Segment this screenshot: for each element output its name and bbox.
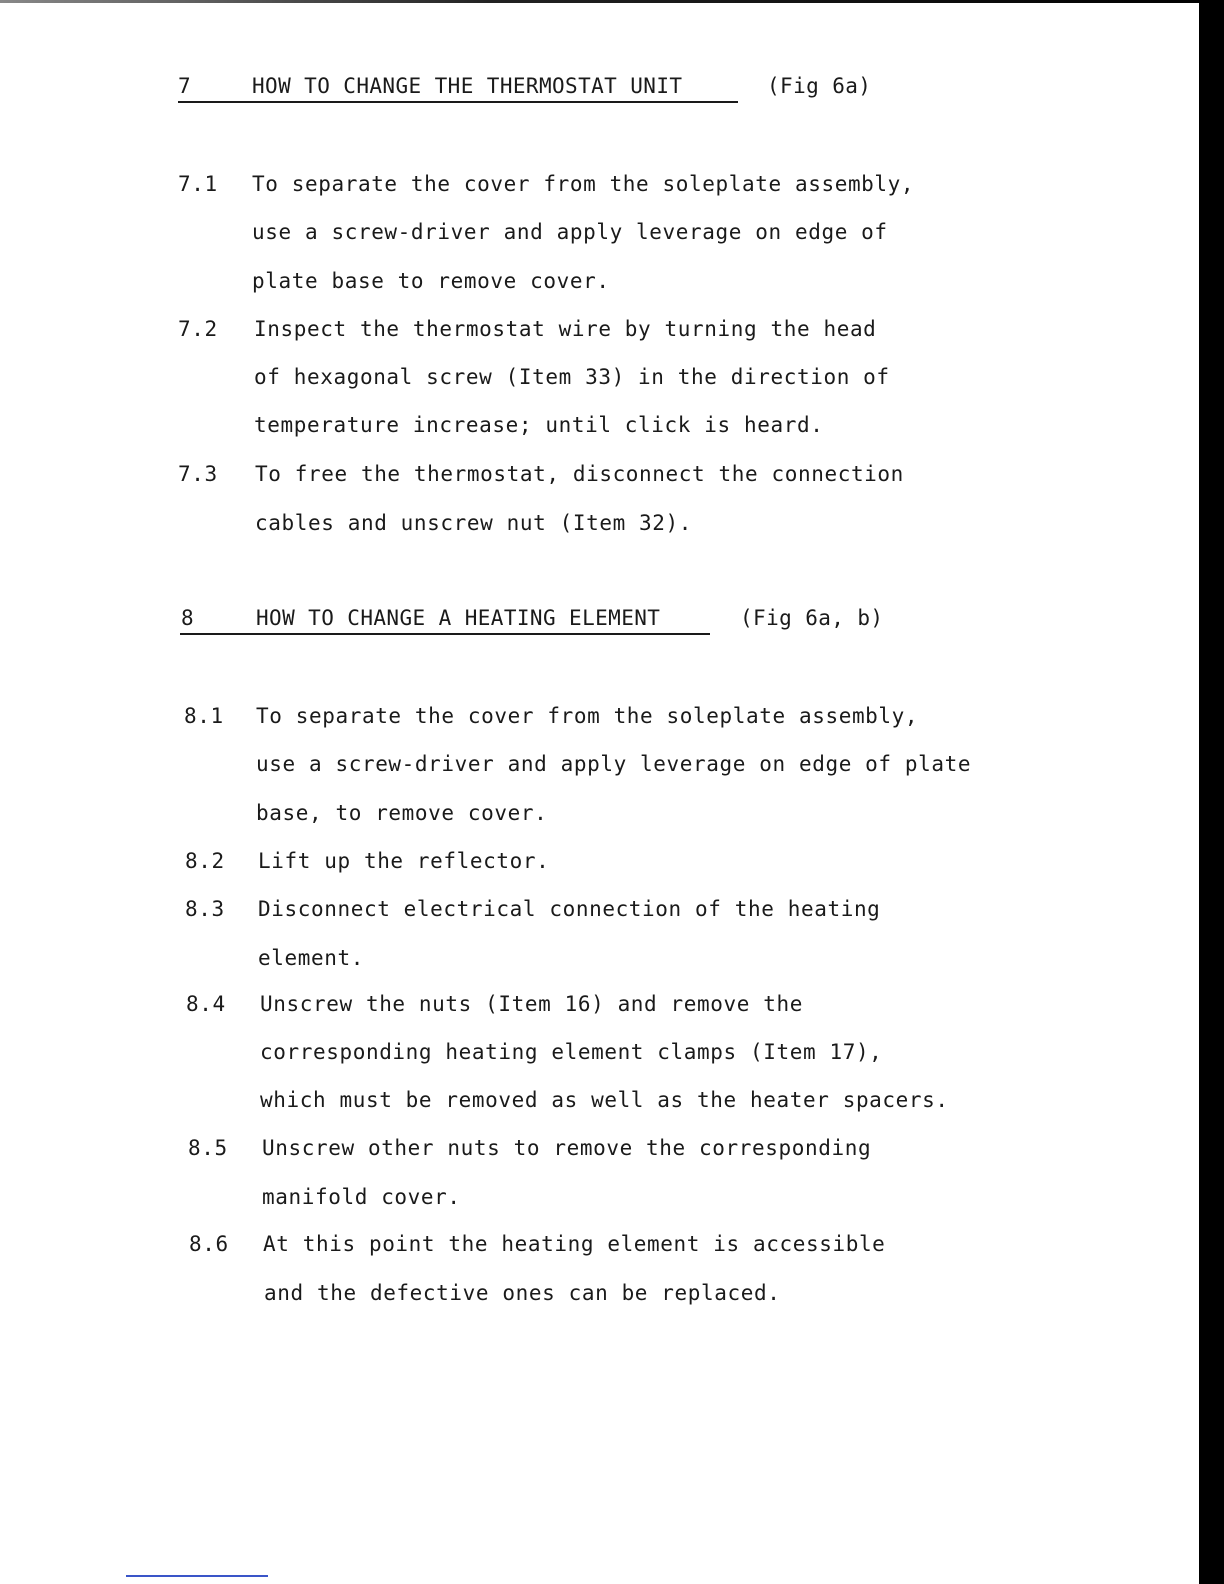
list-item-7-2 — [178, 317, 1078, 447]
page-top-edge — [0, 0, 1224, 3]
list-item-8-6 — [189, 1232, 1089, 1312]
item-text-line: Inspect the thermostat wire by turning the head — [254, 317, 877, 341]
item-text-line: and the defective ones can be replaced. — [264, 1281, 781, 1305]
list-item-7-3 — [178, 462, 1078, 542]
item-number: 8.5 — [188, 1136, 228, 1160]
item-text-line: base, to remove cover. — [256, 801, 548, 825]
item-text-line: use a screw-driver and apply leverage on edge of plate — [256, 752, 972, 776]
list-item-7-1 — [178, 172, 1078, 302]
item-text-line: use a screw-driver and apply leverage on edge of — [252, 220, 888, 244]
item-text-line: plate base to remove cover. — [252, 269, 610, 293]
item-text-line: which must be removed as well as the heater spacers. — [260, 1088, 949, 1112]
section-7-underline — [178, 101, 738, 103]
item-text-line: To separate the cover from the soleplate assembly, — [256, 704, 919, 728]
item-text-line: of hexagonal screw (Item 33) in the direction of — [254, 365, 890, 389]
list-item-8-4 — [186, 992, 1086, 1122]
section-8-figure-ref: (Fig 6a, b) — [740, 606, 884, 630]
item-number: 8.6 — [189, 1232, 229, 1256]
item-text-line: cables and unscrew nut (Item 32). — [255, 511, 693, 535]
item-number: 8.2 — [185, 849, 225, 873]
item-text-line: Unscrew the nuts (Item 16) and remove the — [260, 992, 803, 1016]
section-8-number: 8 — [181, 606, 195, 630]
section-7-number: 7 — [178, 74, 192, 98]
item-text-line: To free the thermostat, disconnect the connection — [255, 462, 904, 486]
item-text-line: Unscrew other nuts to remove the corresponding — [262, 1136, 872, 1160]
section-7-title: HOW TO CHANGE THE THERMOSTAT UNIT — [252, 74, 683, 98]
section-8-heading — [0, 606, 1100, 656]
item-text-line: temperature increase; until click is heard. — [254, 413, 824, 437]
item-number: 8.4 — [186, 992, 226, 1016]
item-text-line: Disconnect electrical connection of the heating — [258, 897, 881, 921]
list-item-8-1 — [184, 704, 1084, 834]
section-8-title: HOW TO CHANGE A HEATING ELEMENT — [256, 606, 661, 630]
item-text-line: Lift up the reflector. — [258, 849, 550, 873]
bottom-edge-mark — [126, 1575, 268, 1577]
item-number: 7.3 — [178, 462, 218, 486]
item-number: 8.1 — [184, 704, 224, 728]
item-text-line: corresponding heating element clamps (Item 17), — [260, 1040, 883, 1064]
item-number: 8.3 — [185, 897, 225, 921]
item-text-line: To separate the cover from the soleplate assembly, — [252, 172, 915, 196]
item-number: 7.1 — [178, 172, 218, 196]
list-item-8-2 — [185, 849, 1085, 879]
item-text-line: At this point the heating element is accessible — [263, 1232, 886, 1256]
list-item-8-3 — [185, 897, 1085, 977]
item-number: 7.2 — [178, 317, 218, 341]
list-item-8-5 — [188, 1136, 1088, 1216]
item-text-line: element. — [258, 946, 364, 970]
section-8-underline — [180, 633, 710, 635]
scan-border-right — [1199, 0, 1224, 1584]
item-text-line: manifold cover. — [262, 1185, 461, 1209]
section-7-figure-ref: (Fig 6a) — [767, 74, 872, 98]
section-7-heading — [0, 74, 1100, 124]
